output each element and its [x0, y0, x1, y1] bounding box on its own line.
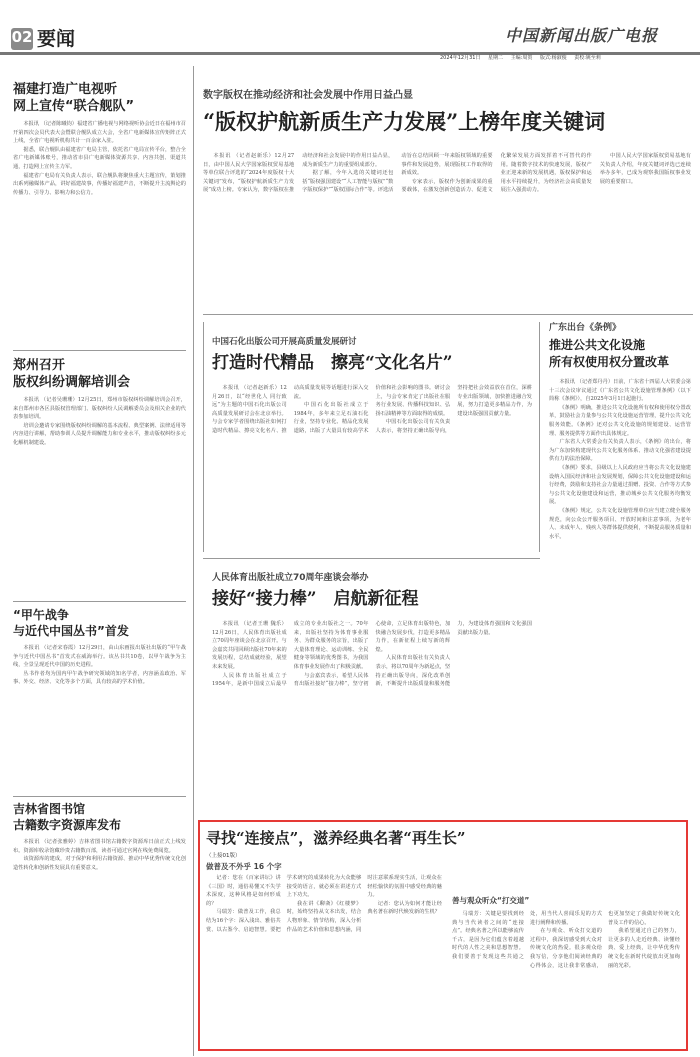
paragraph: 广东省人大常委会有关负责人表示，《条例》的出台，将为广东加快构建现代公共文化服务体系、推动文化强省建设提供有力的法治保障。	[549, 439, 691, 463]
mid-box-right	[539, 322, 540, 552]
left-article-4-title-2: 古籍数字资源库发布	[13, 818, 122, 832]
paragraph: 马瑞芳：关键是要找到经典与当代读者之间的“连接点”。经典名著之所以能够流传千古，是因为它们蕴含着超越时代的人性之美和思想智慧。我们要善于发现这些共通之处，用当代人喜闻乐见的方式进行阐释和传播。	[452, 911, 602, 960]
left-rule-3	[13, 796, 186, 797]
middle-feature-body	[212, 384, 532, 544]
paragraph: 我在讲《聊斋》《红楼梦》时，始终坚持从文本出发，结合人物形象、情节结构，深入分析作品的艺术价值和思想内涵，同时注意联系现实生活，让观众在轻松愉快的氛围中感受经典的魅力。	[286, 875, 442, 933]
middle-feature-headline: 打造时代精品 擦亮“文化名片”	[212, 353, 453, 373]
side-feature-kicker: 广东出台《条例》	[549, 323, 622, 333]
left-article-4-title-1: 吉林省图书馆	[13, 802, 86, 816]
left-article-1-title-1: 福建打造广电视听	[13, 82, 118, 97]
left-article-2-body	[13, 396, 186, 576]
layout-credit: 版式:杨淑俊	[539, 55, 567, 61]
top-feature-rule	[203, 314, 693, 315]
paragraph: 在与观众、听众打交道的过程中，我深切感受到大众对传统文化的热爱。很多观众给我写信，分享他们阅读经典的心得体会，这让我非常感动，也更加坚定了我做好传统文化普及工作的信心。	[530, 911, 680, 969]
left-article-1-body	[13, 120, 186, 330]
left-article-2-title-2: 版权纠纷调解培训会	[13, 375, 131, 390]
paragraph: 人民体育出版社成立于1954年，是新中国成立后最早成立的专业出版社之一。70年来，出版社坚持为体育事业服务、为群众服务的宗旨，出版了大量体育理论、运动训练、全民健身等领域的优秀图书，为我国体育事业发展作出了积极贡献。	[212, 621, 369, 688]
bottom-feature-body-right	[452, 910, 680, 1044]
editor-credit: 主编:周贺	[510, 55, 533, 61]
paragraph: 本报讯 （记者赵新乐）12月27日，由中国人民大学国家版权贸易基地等单位联合评选的“2024年度版权十大关键词”发布，“版权护航新质生产力发展”成功上榜。专家认为，数字版权在推动经济和社会发展中的作用日益凸显，成为新质生产力的重要组成部分。	[203, 153, 394, 194]
paragraph: 《条例》要求，县级以上人民政府应当将公共文化设施建设纳入国民经济和社会发展规划，保障公共文化设施建设和运行经费，鼓励和支持社会力量通过捐赠、投资、合作等方式参与公共文化设施建设和运营，推动城乡公共文化服务均衡发展。	[549, 464, 691, 506]
paragraph: 与会嘉宾表示，希望人民体育出版社接好“接力棒”，坚守初心使命，立足体育出版特色，加快融合发展步伐，打造更多精品力作，在新征程上续写新的辉煌。	[293, 621, 451, 688]
paragraph: 丛书作者均为国内甲午战争研究领域的知名学者，内容涵盖政治、军事、外交、经济、文化等多个方面，具有较高的学术价值。	[13, 670, 186, 686]
left-article-2-title-1: 郑州召开	[13, 358, 66, 373]
paragraph: 中国石化出版公司有关负责人表示，将坚持正确出版导向，坚持把社会效益放在首位，深耕专业出版领域，加快推进融合发展，努力打造更多精品力作，为建设出版强国贡献力量。	[375, 385, 532, 434]
left-rule-2	[13, 601, 186, 602]
bottom-feature-series-tag: （上接01版）	[206, 853, 241, 859]
paper-name: 中国新闻出版广电报	[505, 26, 659, 45]
top-feature-kicker: 数字版权在推动经济和社会发展中作用日益凸显	[203, 90, 413, 101]
left-column-divider	[193, 66, 194, 1056]
side-feature-title-1: 推进公共文化设施	[549, 338, 646, 352]
paragraph: 本报讯 （记者宋春霞）12月29日，由山东画报出版社出版的“甲午战争与近代中国丛书”首发式在威海举行。该丛书共10卷，以甲午战争为主线，全景呈现近代中国的历史进程。	[13, 645, 186, 669]
paragraph: 记者：您在《百家讲坛》讲《三国》时，通俗易懂又不失学术深度，这种风格是如何形成的？	[206, 875, 281, 907]
paragraph: 本报讯 （记者郑丹丹）日前，广东省十四届人大常委会第十三次会议审议通过《广东省公共文化设施管理条例》（以下简称《条例》），自2025年3月1日起施行。	[549, 379, 691, 403]
paragraph: 记者：您认为如何才能让经典名著在新时代焕发新的生机？	[367, 900, 442, 916]
paragraph: 福建省广电局有关负责人表示，联合舰队将聚焦重大主题宣传，策划推出系列融媒体产品，讲好福建故事，传播好福建声音，不断提升主流舆论的传播力、引导力、影响力和公信力。	[13, 172, 186, 196]
paragraph: 本报讯 （记者赵新乐）12月26日，以“经世化人 同行致远”为主题的中国石化出版公司高质量发展研讨会在北京举行。与会专家学者围绕出版社如何打造时代精品、擦亮文化名片、推动高质量发展等话题进行深入交流。	[212, 385, 369, 434]
masthead-info	[440, 53, 700, 63]
paragraph: 《条例》规定，公共文化设施管理单位应当建立健全服务规范，向公众公开服务项目、开放时间和注意事项，为老年人、未成年人、残疾人等群体提供便利，不断提高服务质量和水平。	[549, 507, 691, 540]
side-feature-body	[549, 378, 691, 814]
left-article-3-title-1: “甲午战争	[13, 608, 69, 622]
mid-box-left	[203, 322, 204, 552]
people-feature-body	[212, 620, 532, 810]
bottom-feature-subhead-1: 做普及不外乎 16 个字	[206, 862, 282, 871]
people-feature-kicker: 人民体育出版社成立70周年座谈会举办	[212, 573, 369, 583]
paragraph: 中国人民大学国家版权贸易基地有关负责人介绍，年度关键词评选已连续举办多年，已成为观察我国版权事业发展的重要窗口。	[599, 153, 691, 185]
left-article-3-title-2: 与近代中国丛书”首发	[13, 624, 129, 638]
paragraph: 该资源库的建成，对于保护和利用古籍资源、推动中华优秀传统文化创造性转化和创新性发展具有重要意义。	[13, 856, 186, 871]
weekday: 星期二	[488, 55, 504, 61]
paragraph: 培训会邀请专家围绕版权纠纷调解的基本流程、典型案例、法律适用等内容进行讲解，帮助参训人员提升调解能力和专业水平，推动版权纠纷多元化解机制建设。	[13, 422, 186, 446]
top-feature-headline: “版权护航新质生产力发展”上榜年度关键词	[203, 109, 606, 134]
bottom-feature-body-left	[206, 874, 442, 1044]
bottom-feature-subhead-2: 善与观众听众“打交道”	[452, 896, 530, 905]
left-article-4-body	[13, 838, 186, 1050]
paragraph: 中国石化出版社成立于1984年，多年来立足石油石化行业，坚持专业化、精品化发展道路，出版了大量具有较高学术价值和社会影响的图书。研讨会上，与会专家肯定了出版社在服务行业发展、传播科技知识、弘扬石油精神等方面取得的成绩。	[293, 385, 451, 434]
top-feature-body	[203, 152, 691, 302]
left-rule-1	[13, 350, 186, 351]
paragraph: 本报讯 （记者王珊 魏乐）12月26日，人民体育出版社成立70周年座谈会在北京召开。与会嘉宾共同回顾出版社70年来的发展历程，总结成就经验，展望未来发展。	[212, 621, 287, 670]
paragraph: 本报讯 （记者陈曦钧）福建省广播电视与网络视听协会近日在福州市召开第四次会员代表大会暨联合舰队成立大会，全省广电新媒体宣传矩阵正式上线，全省广电视听机构共计一百余家入驻。	[13, 121, 186, 145]
paragraph: 专家表示，版权作为创新成果的重要载体，在激发创新创造活力、促进文化繁荣发展方面发挥着不可替代的作用。随着数字技术的快速发展，版权产业正迎来新的发展机遇，版权保护和运用水平持续提升，为经济社会高质量发展注入强劲动力。	[401, 153, 592, 194]
paragraph: 马瑞芳：做普及工作，我总结为16个字：深入浅出、雅俗共赏、以古鉴今、启迪智慧。要把学术研究的成果转化为大众能够接受的语言，就必须在讲述方式上下功夫。	[206, 875, 362, 933]
paragraph: 我希望通过自己的努力，让更多的人走近经典、读懂经典、爱上经典，让中华优秀传统文化在新时代绽放出更加绚丽的光彩。	[608, 928, 680, 969]
left-article-1-title-2: 网上宣传“联合舰队”	[13, 99, 135, 114]
mid-rule	[203, 558, 540, 559]
paragraph: 人民体育出版社有关负责人表示，将以70周年为新起点，坚持正确出版导向，深化改革创新，不断提升出版质量和服务能力，为建设体育强国和文化强国贡献出版力量。	[375, 621, 532, 688]
proof-credit: 责校:姚至莉	[574, 55, 601, 61]
date-line: 2024年12月31日	[440, 55, 481, 61]
bottom-feature-headline: 寻找“连接点”，滋养经典名著“再生长”	[206, 829, 466, 847]
left-article-3-body	[13, 644, 186, 824]
people-feature-headline: 接好“接力棒” 启航新征程	[212, 589, 419, 609]
paragraph: 据了解，今年入选的关键词还包括“版权强国建设”“人工智能与版权”“数字版权保护”“版权国际合作”等。评选活动旨在总结回顾一年来版权领域的重要事件和发展趋势，展现版权工作取得的新成效。	[302, 153, 493, 194]
page-number: 02	[11, 28, 33, 46]
paragraph: 本报讯 （记者吴珊珊）12月25日，郑州市版权纠纷调解培训会召开，来自郑州市各区县版权管理部门、版权纠纷人民调解委员会及相关企业的代表参加培训。	[13, 397, 186, 421]
paragraph: 据悉，联合舰队由福建省广电局主管，依托省广电局宣传平台，整合全省广电新媒体账号，推动省市县广电新媒体资源共享、内容共创、渠道共通，打造网上宣传主力军。	[13, 146, 186, 170]
side-feature-title-2: 所有权使用权分置改革	[549, 355, 670, 369]
paragraph: 本报讯 （记者张雅婷）吉林省图书馆古籍数字资源库日前正式上线发布。资源库收录馆藏珍贵古籍数百部，读者可通过官网在线免费阅览。	[13, 839, 186, 854]
middle-feature-kicker: 中国石化出版公司开展高质量发展研讨	[212, 337, 357, 347]
paragraph: 《条例》明确，推进公共文化设施所有权和使用权分置改革，鼓励社会力量参与公共文化设施运营管理，提升公共文化服务效能。《条例》还对公共文化设施的规划建设、运营管理、服务提供等方面作出具体规定。	[549, 404, 691, 437]
section-name: 要闻	[37, 28, 76, 50]
